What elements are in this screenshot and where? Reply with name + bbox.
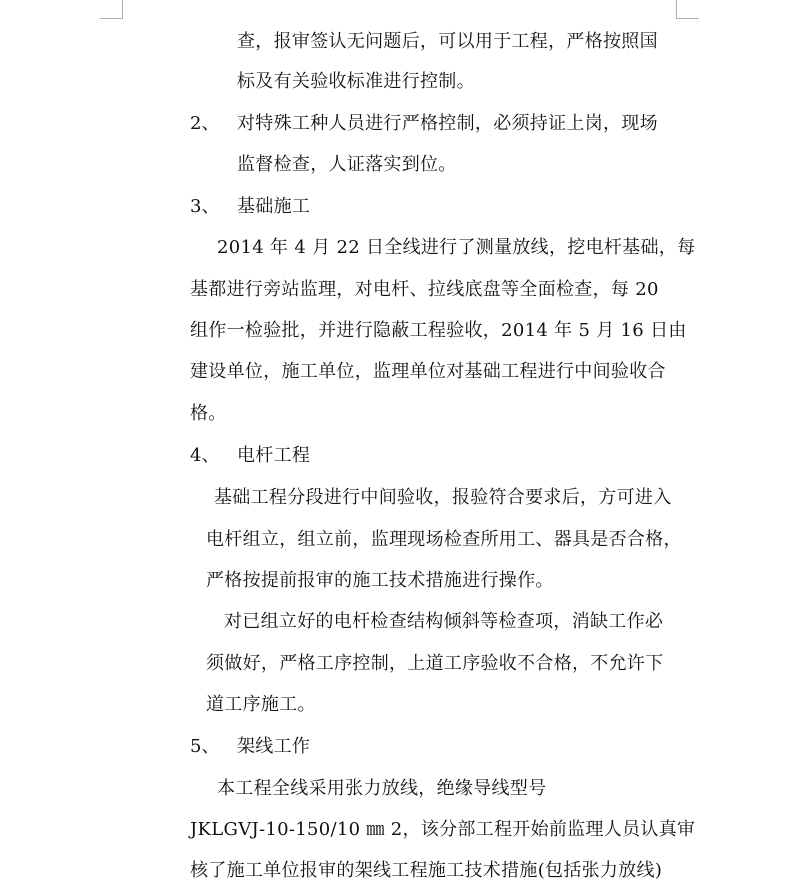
text-line: 核了施工单位报审的架线工程施工技术措施(包括张力放线)	[190, 860, 663, 881]
section-heading: 电杆工程	[237, 445, 311, 466]
list-number: 5、	[190, 736, 220, 757]
text-line: 基础工程分段进行中间验收，报验符合要求后，方可进入	[214, 487, 672, 508]
text-line: 格。	[190, 403, 227, 424]
text-line: 监督检查，人证落实到位。	[237, 154, 457, 175]
text-line: 标及有关验收标准进行控制。	[237, 71, 475, 92]
text-line: 对已组立好的电杆检查结构倾斜等检查项，消缺工作必	[224, 611, 664, 632]
text-line: 严格按提前报审的施工技术措施进行操作。	[206, 570, 554, 591]
text-line: 电杆组立，组立前，监理现场检查所用工、器具是否合格，	[206, 529, 682, 550]
text-line: 对特殊工种人员进行严格控制，必须持证上岗，现场	[237, 113, 658, 134]
text-line: 基都进行旁站监理，对电杆、拉线底盘等全面检查，每 20	[190, 279, 659, 300]
text-line: 本工程全线采用张力放线，绝缘导线型号	[217, 778, 547, 799]
text-line: JKLGVJ-10-150/10 ㎜ 2，该分部工程开始前监理人员认真审	[190, 819, 696, 840]
text-line: 2014 年 4 月 22 日全线进行了测量放线，挖电杆基础，每	[217, 237, 696, 258]
crop-mark-top-left	[100, 0, 123, 19]
list-number: 3、	[190, 196, 220, 217]
text-line: 道工序施工。	[206, 694, 316, 715]
list-number: 2、	[190, 113, 220, 134]
list-number: 4、	[190, 445, 220, 466]
text-line: 须做好，严格工序控制，上道工序验收不合格，不允许下	[206, 653, 664, 674]
text-line: 查，报审签认无问题后，可以用于工程，严格按照国	[237, 31, 658, 52]
crop-mark-top-right	[676, 0, 699, 19]
text-line: 组作一检验批，并进行隐蔽工程验收，2014 年 5 月 16 日由	[190, 320, 687, 341]
section-heading: 基础施工	[237, 196, 311, 217]
text-line: 建设单位，施工单位，监理单位对基础工程进行中间验收合	[190, 361, 666, 382]
section-heading: 架线工作	[237, 736, 311, 757]
